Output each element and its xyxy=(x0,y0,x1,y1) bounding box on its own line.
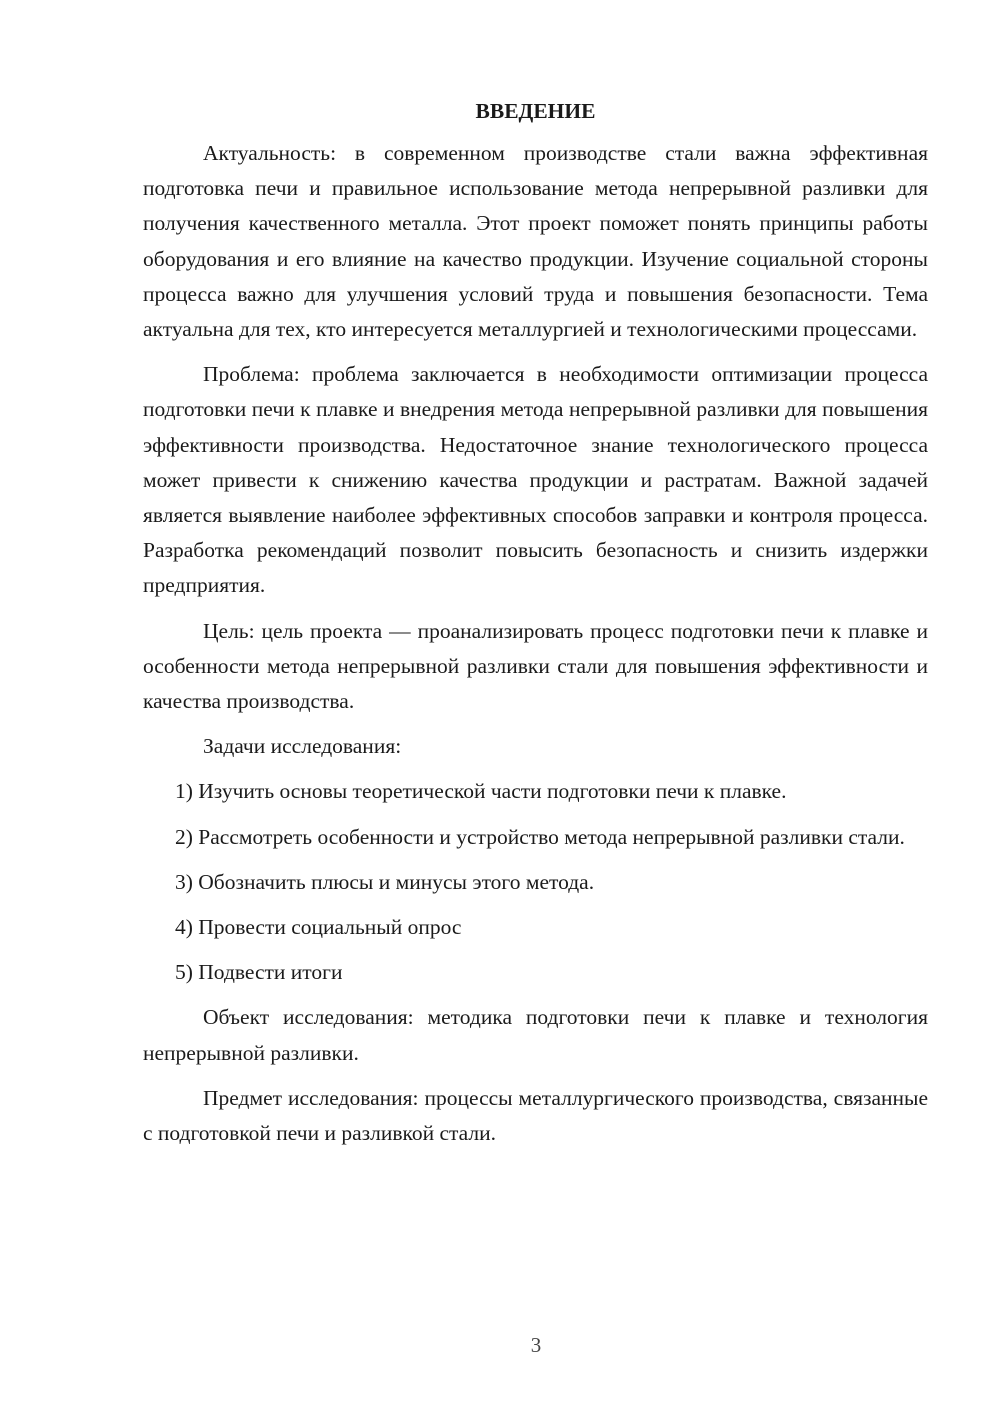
task-item: 4) Провести социальный опрос xyxy=(175,915,462,940)
paragraph-object: Объект исследования: методика подготовки печи к плавке и технология непрерывной разливки. xyxy=(143,1005,928,1065)
page-number: 3 xyxy=(530,1333,542,1357)
tasks-heading: Задачи исследования: xyxy=(203,734,402,759)
paragraph-goal: Цель: цель проекта — проанализировать процесс подготовки печи к плавке и особенности метода непрерывной разливки стали для повышения эффективности и качества производства. xyxy=(143,618,928,714)
task-item: 2) Рассмотреть особенности и устройство метода непрерывной разливки стали. xyxy=(175,824,905,849)
task-item: 3) Обозначить плюсы и минусы этого метода. xyxy=(175,869,595,894)
task-item: 1) Изучить основы теоретической части подготовки печи к плавке. xyxy=(175,779,787,804)
paragraph-relevance: Актуальность: в современном производстве стали важна эффективная подготовка печи и правильное использование метода непрерывной разливки для получения качественного металла. Этот проект поможет понять принципы работы оборудования и его влияние на качество продукции. Изучение социальной стороны процесса важно для улучшения условий труда и повышения безопасности. Тема актуальна для тех, кто интересуется металлургией и технологическими процессами. xyxy=(143,141,928,342)
paragraph-problem: Проблема: проблема заключается в необходимости оптимизации процесса подготовки печи к плавке и внедрения метода непрерывной разливки для повышения эффективности производства. Недостаточное знание технологического процесса может привести к снижению качества продукции и растратам. Важной задачей является выявление наиболее эффективных способов заправки и контроля процесса. Разработка рекомендаций позволит повысить безопасность и снизить издержки предприятия. xyxy=(143,362,928,598)
section-heading: ВВЕДЕНИЕ xyxy=(475,99,596,123)
task-item: 5) Подвести итоги xyxy=(175,960,343,985)
document-body xyxy=(143,96,928,1151)
paragraph-subject: Предмет исследования: процессы металлургического производства, связанные с подготовкой печи и разливкой стали. xyxy=(143,1085,928,1146)
